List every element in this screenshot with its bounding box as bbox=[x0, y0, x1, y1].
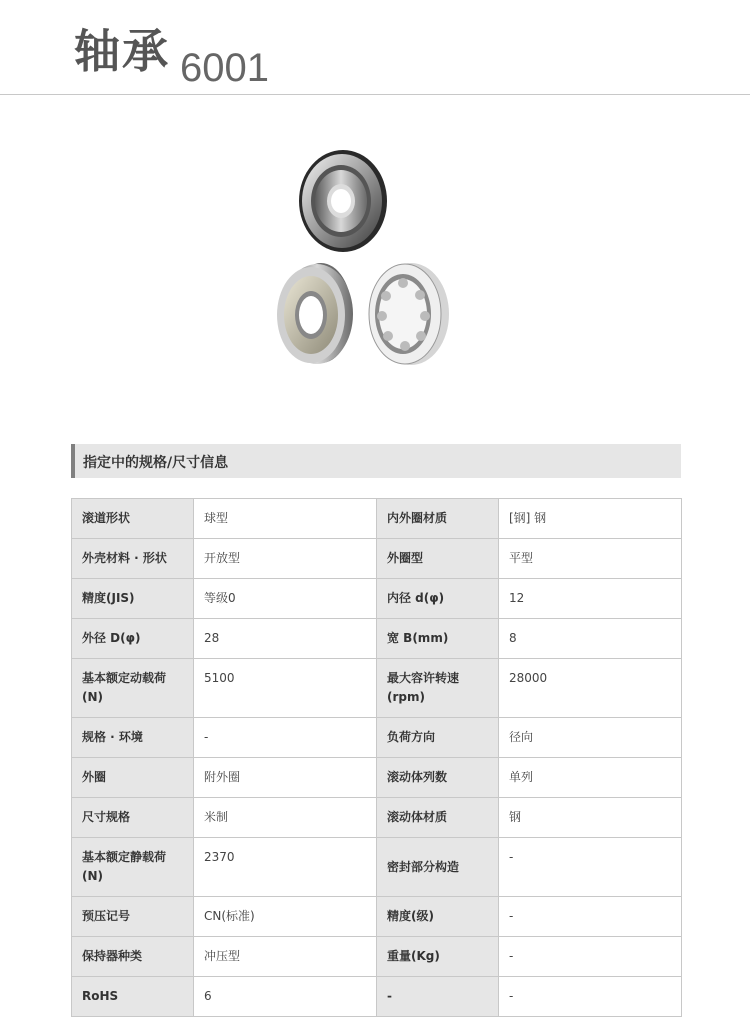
spec-label: 外圈 bbox=[72, 758, 194, 798]
spec-value: [钢] 钢 bbox=[499, 499, 682, 539]
spec-label: 规格 · 环境 bbox=[72, 718, 194, 758]
spec-value: 冲压型 bbox=[194, 937, 377, 977]
spec-value: 平型 bbox=[499, 539, 682, 579]
table-row bbox=[72, 659, 682, 718]
spec-label: - bbox=[377, 977, 499, 1017]
spec-value: 单列 bbox=[499, 758, 682, 798]
model-number: 6001 bbox=[180, 46, 269, 90]
table-row bbox=[72, 937, 682, 977]
spec-value: 附外圈 bbox=[194, 758, 377, 798]
table-row bbox=[72, 838, 682, 897]
table-row bbox=[72, 619, 682, 659]
spec-label: 预压记号 bbox=[72, 897, 194, 937]
spec-label: 内外圈材质 bbox=[377, 499, 499, 539]
spec-label: 密封部分构造 bbox=[377, 838, 499, 897]
spec-label: 宽 B(mm) bbox=[377, 619, 499, 659]
spec-label: 外壳材料 · 形状 bbox=[72, 539, 194, 579]
table-row bbox=[72, 499, 682, 539]
bearing-image bbox=[255, 140, 465, 380]
spec-label: 精度(JIS) bbox=[72, 579, 194, 619]
table-row bbox=[72, 977, 682, 1017]
page-header bbox=[0, 0, 750, 95]
spec-value: 6 bbox=[194, 977, 377, 1017]
spec-value: - bbox=[499, 838, 682, 897]
spec-value: 28 bbox=[194, 619, 377, 659]
page-title: 轴承 bbox=[74, 24, 170, 78]
flanged-bearing bbox=[299, 150, 387, 252]
spec-label: 最大容许转速(rpm) bbox=[377, 659, 499, 718]
spec-value: 径向 bbox=[499, 718, 682, 758]
spec-section-header bbox=[71, 444, 681, 478]
spec-value: - bbox=[194, 718, 377, 758]
table-row bbox=[72, 579, 682, 619]
spec-label: 负荷方向 bbox=[377, 718, 499, 758]
spec-label: 滚动体列数 bbox=[377, 758, 499, 798]
spec-value: 2370 bbox=[194, 838, 377, 897]
spec-label: 尺寸规格 bbox=[72, 798, 194, 838]
spec-label: 外径 D(φ) bbox=[72, 619, 194, 659]
table-row bbox=[72, 758, 682, 798]
table-row bbox=[72, 897, 682, 937]
spec-value: CN(标准) bbox=[194, 897, 377, 937]
spec-value: 开放型 bbox=[194, 539, 377, 579]
spec-value: 等级0 bbox=[194, 579, 377, 619]
spec-label: RoHS bbox=[72, 977, 194, 1017]
spec-label: 精度(级) bbox=[377, 897, 499, 937]
spec-value: 球型 bbox=[194, 499, 377, 539]
spec-value: - bbox=[499, 897, 682, 937]
spec-table bbox=[71, 498, 682, 1017]
spec-label: 内径 d(φ) bbox=[377, 579, 499, 619]
spec-label: 外圈型 bbox=[377, 539, 499, 579]
spec-value: 钢 bbox=[499, 798, 682, 838]
spec-label: 基本额定静载荷(N) bbox=[72, 838, 194, 897]
spec-value: 12 bbox=[499, 579, 682, 619]
spec-value: 28000 bbox=[499, 659, 682, 718]
spec-value: 5100 bbox=[194, 659, 377, 718]
spec-value: 米制 bbox=[194, 798, 377, 838]
table-row bbox=[72, 798, 682, 838]
open-bearing bbox=[369, 263, 449, 365]
shielded-bearing bbox=[277, 263, 353, 364]
table-row bbox=[72, 718, 682, 758]
spec-label: 滚动体材质 bbox=[377, 798, 499, 838]
spec-label: 保持器种类 bbox=[72, 937, 194, 977]
section-title: 指定中的规格/尺寸信息 bbox=[83, 455, 229, 471]
spec-label: 基本额定动载荷(N) bbox=[72, 659, 194, 718]
spec-label: 重量(Kg) bbox=[377, 937, 499, 977]
spec-value: - bbox=[499, 937, 682, 977]
table-row bbox=[72, 539, 682, 579]
spec-value: - bbox=[499, 977, 682, 1017]
spec-value: 8 bbox=[499, 619, 682, 659]
spec-label: 滚道形状 bbox=[72, 499, 194, 539]
